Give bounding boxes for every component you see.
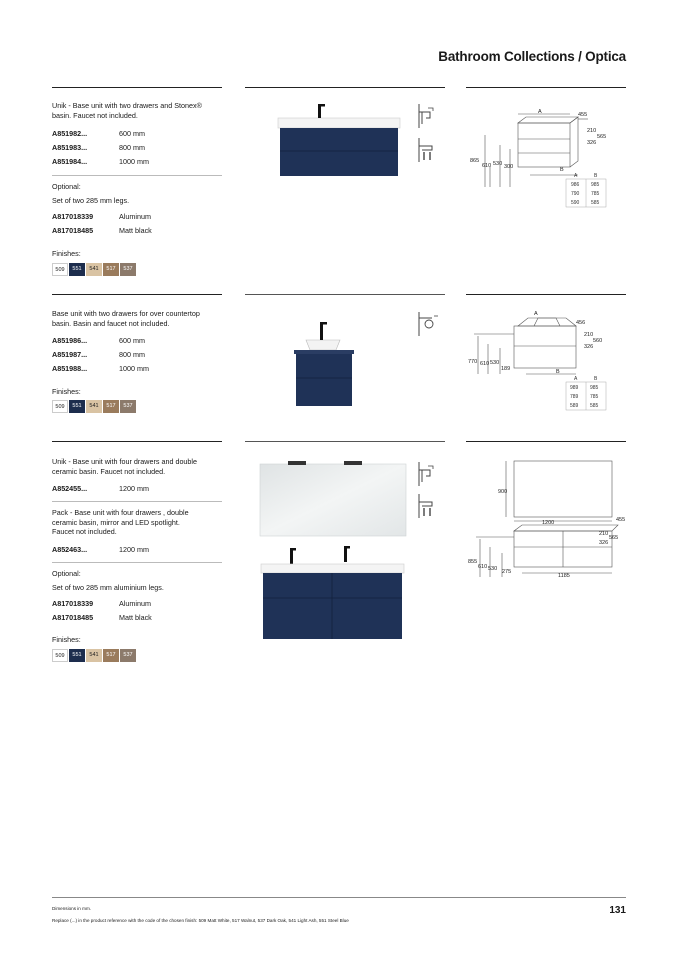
- divider: [245, 87, 445, 88]
- dim-label: 530: [488, 566, 498, 572]
- leg-code: A817018485: [52, 613, 94, 622]
- swatch-551: 551: [69, 263, 85, 276]
- swatch-541: 541: [86, 649, 102, 662]
- swatch-509: 509: [52, 649, 68, 662]
- dim-table-cell: 590: [571, 200, 580, 206]
- dim-label: 210: [584, 332, 594, 338]
- footer-note: Dimensions in mm.: [52, 906, 92, 911]
- dim-label: 610: [480, 361, 490, 367]
- finishes-label: Finishes:: [52, 635, 81, 644]
- page-number: 131: [609, 905, 626, 916]
- divider: [466, 441, 626, 442]
- product-code: A851988...: [52, 364, 88, 373]
- divider: [52, 175, 222, 176]
- legs-description: Set of two 285 mm aluminium legs.: [52, 583, 164, 592]
- product-size: 1000 mm: [119, 157, 149, 166]
- product-size: 1200 mm: [119, 545, 149, 554]
- dim-label: 1200: [542, 520, 555, 526]
- product-code: A851986...: [52, 336, 88, 345]
- dim-table-cell: 790: [571, 191, 580, 197]
- vanity-mirror-image: [258, 458, 408, 643]
- dim-table-cell: 985: [591, 182, 600, 188]
- dim-label: 900: [498, 489, 508, 495]
- swatch-537: 537: [120, 263, 136, 276]
- dim-label: 326: [599, 540, 609, 546]
- dim-table-cell: 785: [590, 394, 599, 400]
- page-title: Bathroom Collections / Optica: [438, 49, 626, 64]
- dim-label: 275: [502, 569, 512, 575]
- dim-label: 189: [501, 366, 511, 372]
- leg-finish: Matt black: [119, 226, 152, 235]
- finishes-label: Finishes:: [52, 387, 81, 396]
- pack-description: Pack - Base unit with four drawers , double ceramic basin, mirror and LED spotlight. Faucet not included.: [52, 508, 189, 537]
- product-size: 1000 mm: [119, 364, 149, 373]
- product-size: 600 mm: [119, 336, 145, 345]
- divider: [52, 441, 222, 442]
- product-description: Unik - Base unit with two drawers and Stonex® basin. Faucet not included.: [52, 101, 202, 120]
- dim-label: 530: [493, 161, 503, 167]
- dim-table-cell: 985: [590, 385, 599, 391]
- swatch-541: 541: [86, 400, 102, 413]
- faucet-icon: [416, 102, 440, 130]
- dim-label: 610: [478, 564, 488, 570]
- optional-label: Optional:: [52, 569, 81, 578]
- product-size: 1200 mm: [119, 484, 149, 493]
- product-size: 800 mm: [119, 143, 145, 152]
- swatch-551: 551: [69, 649, 85, 662]
- divider: [52, 87, 222, 88]
- optional-label: Optional:: [52, 182, 81, 191]
- dimension-drawing: [466, 308, 626, 413]
- dim-label: B: [560, 167, 564, 173]
- dim-label: 610: [482, 163, 492, 169]
- vanity-image: [276, 100, 406, 180]
- product-description: Base unit with two drawers for over countertop basin. Basin and faucet not included.: [52, 309, 200, 328]
- divider: [466, 294, 626, 295]
- product-code: A852463...: [52, 545, 88, 554]
- dimension-drawing: [466, 455, 626, 585]
- divider: [466, 87, 626, 88]
- dim-label: 770: [468, 359, 478, 365]
- leg-code: A817018485: [52, 226, 94, 235]
- dim-table-cell: 589: [570, 403, 579, 409]
- product-description: Unik - Base unit with four drawers and double ceramic basin. Faucet not included.: [52, 457, 198, 476]
- dim-table-cell: 789: [570, 394, 579, 400]
- dim-table-cell: A: [574, 376, 578, 382]
- dim-table-cell: B: [594, 173, 598, 179]
- footer-note: Replace (...) in the product reference with the code of the chosen finish: 509 Matt White, 517 Walnut, 537 Dark Oak, 541 Light Ash, 551 Steel Blue: [52, 918, 349, 923]
- dim-table-cell: 585: [591, 200, 600, 206]
- legs-description: Set of two 285 mm legs.: [52, 196, 130, 205]
- dim-table-cell: B: [594, 376, 598, 382]
- dim-label: 455: [616, 517, 626, 523]
- dim-label: 530: [490, 360, 500, 366]
- dim-label: 326: [587, 140, 597, 146]
- dim-label: B: [556, 369, 560, 375]
- leg-finish: Aluminum: [119, 599, 151, 608]
- dim-label: A: [538, 109, 542, 115]
- dim-label: 210: [587, 128, 597, 134]
- dim-label: 456: [576, 320, 586, 326]
- swatch-537: 537: [120, 649, 136, 662]
- finishes-label: Finishes:: [52, 249, 81, 258]
- dim-table-cell: 986: [571, 182, 580, 188]
- dim-table-cell: 785: [591, 191, 600, 197]
- swatch-551: 551: [69, 400, 85, 413]
- swatch-517: 517: [103, 400, 119, 413]
- product-code: A851983...: [52, 143, 88, 152]
- dim-label: 565: [597, 134, 607, 140]
- dim-label: 300: [504, 164, 514, 170]
- swatch-537: 537: [120, 400, 136, 413]
- dim-label: A: [534, 311, 538, 317]
- swatch-517: 517: [103, 649, 119, 662]
- dim-label: 210: [599, 531, 609, 537]
- legs-icon: [416, 492, 440, 520]
- leg-code: A817018339: [52, 599, 94, 608]
- swatch-541: 541: [86, 263, 102, 276]
- dim-table-cell: 585: [590, 403, 599, 409]
- dim-label: 855: [468, 559, 478, 565]
- dim-label: 560: [593, 338, 603, 344]
- product-code: A852455...: [52, 484, 88, 493]
- leg-finish: Aluminum: [119, 212, 151, 221]
- dim-label: 326: [584, 344, 594, 350]
- divider: [52, 294, 222, 295]
- faucet-icon: [416, 310, 442, 338]
- divider: [52, 501, 222, 502]
- dim-table-cell: A: [574, 173, 578, 179]
- dimension-drawing: [470, 105, 630, 210]
- product-code: A851982...: [52, 129, 88, 138]
- dim-label: 565: [609, 535, 619, 541]
- swatch-517: 517: [103, 263, 119, 276]
- product-code: A851984...: [52, 157, 88, 166]
- divider: [245, 294, 445, 295]
- dim-label: 1185: [558, 573, 570, 579]
- divider: [52, 562, 222, 563]
- product-code: A851987...: [52, 350, 88, 359]
- product-size: 800 mm: [119, 350, 145, 359]
- dim-label: 865: [470, 158, 480, 164]
- faucet-icon: [416, 460, 440, 488]
- swatch-509: 509: [52, 263, 68, 276]
- swatch-509: 509: [52, 400, 68, 413]
- product-size: 600 mm: [119, 129, 145, 138]
- footer-divider: [52, 897, 626, 898]
- legs-icon: [416, 136, 440, 164]
- leg-code: A817018339: [52, 212, 94, 221]
- divider: [245, 441, 445, 442]
- dim-label: 455: [578, 112, 588, 118]
- dim-table-cell: 989: [570, 385, 579, 391]
- vanity-image: [290, 318, 360, 410]
- leg-finish: Matt black: [119, 613, 152, 622]
